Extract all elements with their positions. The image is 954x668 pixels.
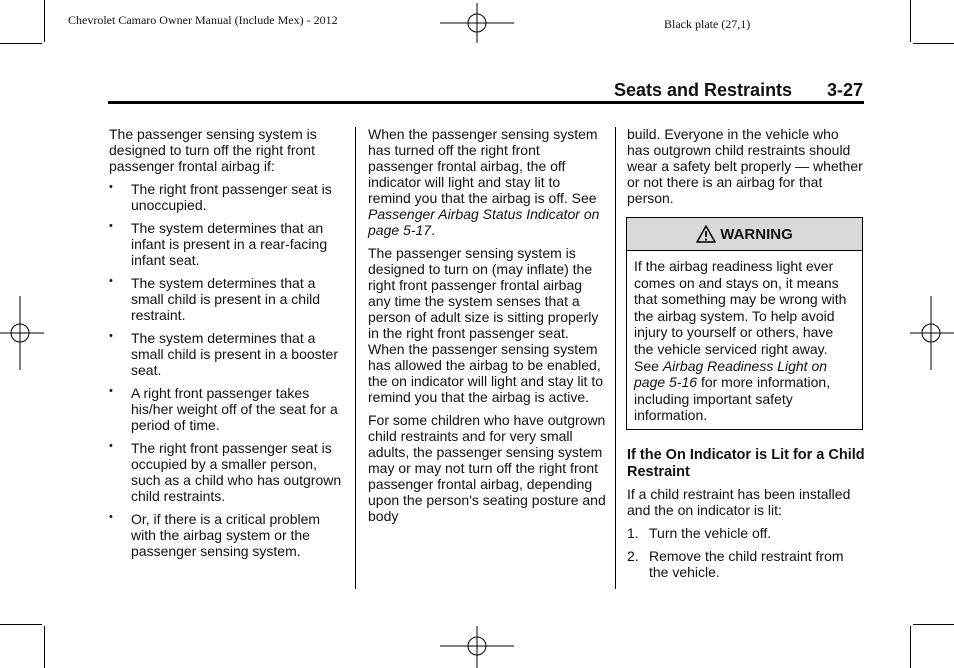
bullet-icon: •: [109, 385, 113, 397]
column-3-lower: [627, 447, 865, 587]
crop-mark: [910, 626, 911, 668]
list-item-text: The system determines that an infant is present in a rear-facing infant seat.: [131, 220, 328, 268]
step-number: 1.: [627, 525, 639, 541]
warning-text-part: If the airbag readiness light ever comes on and stays on, it means that something may be wrong with the airbag system. To help avoid injury to yourself or others, have the vehicle serviced right away. See: [634, 258, 847, 374]
crop-mark: [0, 624, 42, 625]
list-item-text: A right front passenger takes his/her weight off of the seat for a period of time.: [131, 385, 338, 433]
paragraph: If a child restraint has been installed and the on indicator is lit:: [627, 486, 851, 518]
bullet-icon: •: [109, 220, 113, 232]
registration-mark-icon: [0, 296, 44, 370]
registration-mark-icon: [440, 3, 514, 43]
paragraph: The passenger sensing system is designed to turn off the right front passenger frontal airbag if:: [109, 126, 317, 174]
paragraph-text: .: [431, 222, 435, 238]
cross-reference-link[interactable]: Airbag Readiness Light on page 5-16: [634, 357, 828, 391]
paragraph-text: When the passenger sensing system has turned off the right front passenger frontal airbag, the off indicator will light and stay lit to remind you that the airbag is off. See: [368, 126, 598, 206]
crop-mark: [913, 624, 954, 625]
crop-mark: [913, 43, 954, 44]
bullet-icon: •: [109, 181, 113, 193]
cross-reference-link[interactable]: Passenger Airbag Status Indicator on page 5-17: [368, 206, 600, 238]
list-item: [109, 220, 345, 268]
bullet-icon: •: [109, 330, 113, 342]
warning-triangle-icon: [696, 225, 716, 243]
warning-header: [627, 218, 862, 251]
list-item: [109, 330, 345, 378]
bullet-icon: •: [109, 440, 113, 452]
list-item: [109, 181, 345, 213]
column-1: [109, 126, 345, 566]
warning-text-part: for more information, including important safety information.: [634, 374, 831, 424]
paragraph: [368, 126, 606, 238]
bullet-icon: •: [109, 275, 113, 287]
list-item-text: The right front passenger seat is unoccupied.: [131, 181, 332, 213]
column-divider: [615, 127, 616, 589]
subsection-heading: If the On Indicator is Lit for a Child Restraint: [627, 447, 865, 480]
list-item: [109, 385, 345, 433]
registration-mark-icon: [440, 626, 514, 668]
crop-mark: [0, 43, 42, 44]
plate-label-right: Black plate (27,1): [664, 17, 751, 31]
list-item: [109, 440, 345, 504]
header-rule: [108, 101, 864, 104]
bullet-icon: •: [109, 511, 113, 523]
crop-mark: [44, 0, 45, 42]
crop-mark: [910, 0, 911, 42]
list-item-text: Or, if there is a critical problem with the airbag system or the passenger sensing system.: [131, 511, 321, 559]
warning-box: [626, 217, 863, 430]
column-3: [627, 126, 865, 213]
crop-mark: [44, 626, 45, 668]
paragraph: build. Everyone in the vehicle who has outgrown child restraints should wear a safety belt properly — whether or not there is an airbag for that person.: [627, 126, 863, 206]
paragraph: The passenger sensing system is designed to turn on (may inflate) the right front passenger frontal airbag any time the system senses that a person of adult size is sitting properly in the right front passenger seat. When the passenger sensing system has allowed the airbag to be enabled, the on indicator will light and stay lit to remind you that the airbag is active.: [368, 245, 604, 405]
section-title: Seats and Restraints: [614, 80, 793, 100]
registration-mark-icon: [910, 296, 954, 370]
warning-label: WARNING: [720, 225, 793, 243]
column-2: [368, 126, 606, 531]
list-item: [109, 511, 345, 559]
step-number: 2.: [627, 548, 639, 564]
list-item-text: The system determines that a small child is present in a booster seat.: [131, 330, 338, 378]
list-item-text: The system determines that a small child is present in a child restraint.: [131, 275, 321, 323]
page-number: 3-27: [827, 80, 864, 100]
column-divider: [355, 127, 356, 589]
list-item: [109, 275, 345, 323]
list-item: [627, 525, 865, 541]
warning-text: [627, 251, 862, 424]
list-item-text: Remove the child restraint from the vehicle.: [649, 548, 844, 580]
list-item-text: Turn the vehicle off.: [649, 525, 772, 541]
list-item-text: The right front passenger seat is occupied by a smaller person, such as a child who has outgrown child restraints.: [131, 440, 342, 504]
plate-label-left: Chevrolet Camaro Owner Manual (Include Mex) - 2012: [68, 13, 338, 27]
numbered-list: [627, 525, 865, 580]
paragraph: For some children who have outgrown child restraints and for very small adults, the passenger sensing system may or may not turn off the right front passenger frontal airbag, depending upon the person's seating posture and body: [368, 412, 606, 524]
list-item: [627, 548, 865, 580]
bullet-list: [109, 181, 345, 559]
